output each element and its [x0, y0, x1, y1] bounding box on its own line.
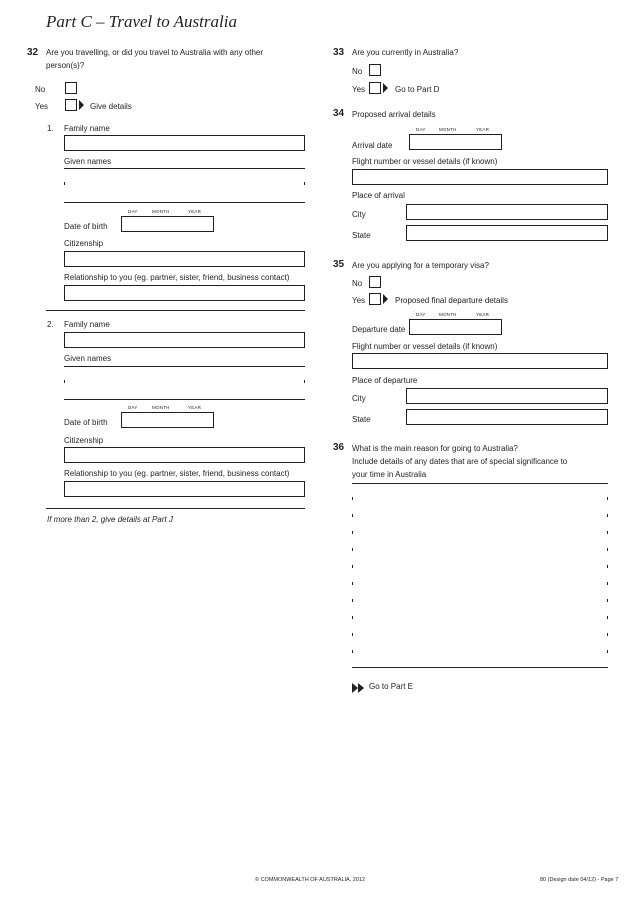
arrival-flight-label: Flight number or vessel details (if known) [352, 157, 498, 166]
tick-mark [607, 548, 608, 551]
person2-given-names-label: Given names [64, 354, 112, 363]
departure-city-input[interactable] [406, 388, 608, 404]
tick-mark [352, 599, 353, 602]
tick-mark [352, 548, 353, 551]
tick-mark [607, 616, 608, 619]
person2-family-name-label: Family name [64, 320, 110, 329]
question-36-text-line2: Include details of any dates that are of special significance to [352, 457, 568, 466]
arrival-year-header: YEAR [476, 127, 490, 132]
arrival-day-header: DAY [416, 127, 426, 132]
departure-date-label: Departure date [352, 325, 406, 334]
tick-mark [352, 650, 353, 653]
departure-date-input[interactable] [409, 319, 502, 335]
tick-mark [352, 565, 353, 568]
person1-family-name-label: Family name [64, 124, 110, 133]
person1-index: 1. [47, 124, 54, 133]
tick-mark [607, 497, 608, 500]
person2-citizenship-input[interactable] [64, 447, 305, 463]
q33-yes-checkbox[interactable] [369, 82, 381, 94]
departure-month-header: MONTH [439, 312, 457, 317]
person2-dob-input[interactable] [121, 412, 214, 428]
person1-family-name-input[interactable] [64, 135, 305, 151]
person2-dob-day-header: DAY [128, 405, 138, 410]
question-34-number: 34 [333, 108, 345, 119]
q32-yes-checkbox[interactable] [65, 99, 77, 111]
departure-state-input[interactable] [406, 409, 608, 425]
person1-dob-month-header: MONTH [152, 209, 170, 214]
q35-yes-label: Yes [352, 296, 366, 305]
person2-relationship-input[interactable] [64, 481, 305, 497]
question-35-number: 35 [333, 259, 345, 270]
divider [46, 310, 305, 311]
question-36-text-line1: What is the main reason for going to Australia? [352, 444, 518, 453]
tick-mark [352, 514, 353, 517]
tick-mark [607, 565, 608, 568]
q32-give-details: Give details [90, 102, 132, 111]
person1-given-names-label: Given names [64, 157, 112, 166]
question-33-text: Are you currently in Australia? [352, 48, 459, 57]
person1-dob-day-header: DAY [128, 209, 138, 214]
question-34-text: Proposed arrival details [352, 110, 436, 119]
q33-no-label: No [352, 67, 363, 76]
reason-line[interactable] [352, 483, 608, 484]
q36-goto: Go to Part E [369, 682, 414, 691]
tick-mark [607, 599, 608, 602]
question-36-text-line3: your time in Australia [352, 470, 427, 479]
tick-mark [64, 380, 65, 383]
q32-more-than-two-note: If more than 2, give details at Part J [47, 515, 173, 524]
person1-relationship-label: Relationship to you (eg. partner, sister, friend, business contact) [64, 273, 290, 282]
divider [46, 508, 305, 509]
question-35-text: Are you applying for a temporary visa? [352, 261, 489, 270]
q35-proposed-label: Proposed final departure details [395, 296, 508, 305]
tick-mark [607, 582, 608, 585]
person2-citizenship-label: Citizenship [64, 436, 104, 445]
person1-dob-label: Date of birth [64, 222, 108, 231]
arrival-state-input[interactable] [406, 225, 608, 241]
person1-dob-year-header: YEAR [188, 209, 202, 214]
q32-yes-label: Yes [35, 102, 49, 111]
arrival-city-label: City [352, 210, 366, 219]
arrow-right-icon [383, 294, 388, 304]
person1-dob-input[interactable] [121, 216, 214, 232]
tick-mark [352, 497, 353, 500]
tick-mark [352, 616, 353, 619]
question-32-text-line1: Are you travelling, or did you travel to Australia with any other [46, 48, 263, 57]
tick-mark [352, 582, 353, 585]
person1-relationship-input[interactable] [64, 285, 305, 301]
person2-dob-year-header: YEAR [188, 405, 202, 410]
person1-citizenship-input[interactable] [64, 251, 305, 267]
arrival-flight-input[interactable] [352, 169, 608, 185]
departure-state-label: State [352, 415, 371, 424]
tick-mark [607, 650, 608, 653]
person2-dob-month-header: MONTH [152, 405, 170, 410]
arrival-city-input[interactable] [406, 204, 608, 220]
question-32-text-line2: person(s)? [46, 61, 85, 70]
person2-dob-label: Date of birth [64, 418, 108, 427]
departure-flight-label: Flight number or vessel details (if known) [352, 342, 498, 351]
arrow-right-icon [383, 83, 388, 93]
question-33-number: 33 [333, 47, 345, 58]
q35-yes-checkbox[interactable] [369, 293, 381, 305]
person2-index: 2. [47, 320, 54, 329]
q35-no-label: No [352, 279, 363, 288]
q33-no-checkbox[interactable] [369, 64, 381, 76]
departure-place-label: Place of departure [352, 376, 418, 385]
tick-mark [607, 531, 608, 534]
reason-line[interactable] [352, 667, 608, 668]
person2-given-names-line1[interactable] [64, 366, 305, 367]
tick-mark [304, 182, 305, 185]
person2-family-name-input[interactable] [64, 332, 305, 348]
departure-flight-input[interactable] [352, 353, 608, 369]
footer-page-info: 80 (Design date 04/12) - Page 7 [540, 877, 619, 883]
tick-mark [64, 182, 65, 185]
question-36-number: 36 [333, 442, 345, 453]
person2-given-names-line2[interactable] [64, 399, 305, 400]
page-title: Part C – Travel to Australia [46, 12, 237, 31]
person1-given-names-line1[interactable] [64, 168, 305, 169]
arrival-place-label: Place of arrival [352, 191, 405, 200]
arrival-month-header: MONTH [439, 127, 457, 132]
q33-yes-label: Yes [352, 85, 366, 94]
departure-day-header: DAY [416, 312, 426, 317]
question-32-number: 32 [27, 47, 39, 58]
departure-year-header: YEAR [476, 312, 490, 317]
tick-mark [352, 531, 353, 534]
double-arrow-icon [352, 680, 366, 698]
arrival-date-label: Arrival date [352, 141, 393, 150]
person1-given-names-line2[interactable] [64, 202, 305, 203]
arrival-date-input[interactable] [409, 134, 502, 150]
q35-no-checkbox[interactable] [369, 276, 381, 288]
arrow-right-icon [79, 100, 84, 110]
footer-copyright: © COMMONWEALTH OF AUSTRALIA, 2012 [255, 877, 365, 883]
departure-city-label: City [352, 394, 366, 403]
tick-mark [607, 633, 608, 636]
tick-mark [352, 633, 353, 636]
tick-mark [607, 514, 608, 517]
arrival-state-label: State [352, 231, 371, 240]
q32-no-label: No [35, 85, 46, 94]
tick-mark [304, 380, 305, 383]
person2-relationship-label: Relationship to you (eg. partner, sister, friend, business contact) [64, 469, 290, 478]
q33-goto: Go to Part D [395, 85, 440, 94]
person1-citizenship-label: Citizenship [64, 239, 104, 248]
q32-no-checkbox[interactable] [65, 82, 77, 94]
